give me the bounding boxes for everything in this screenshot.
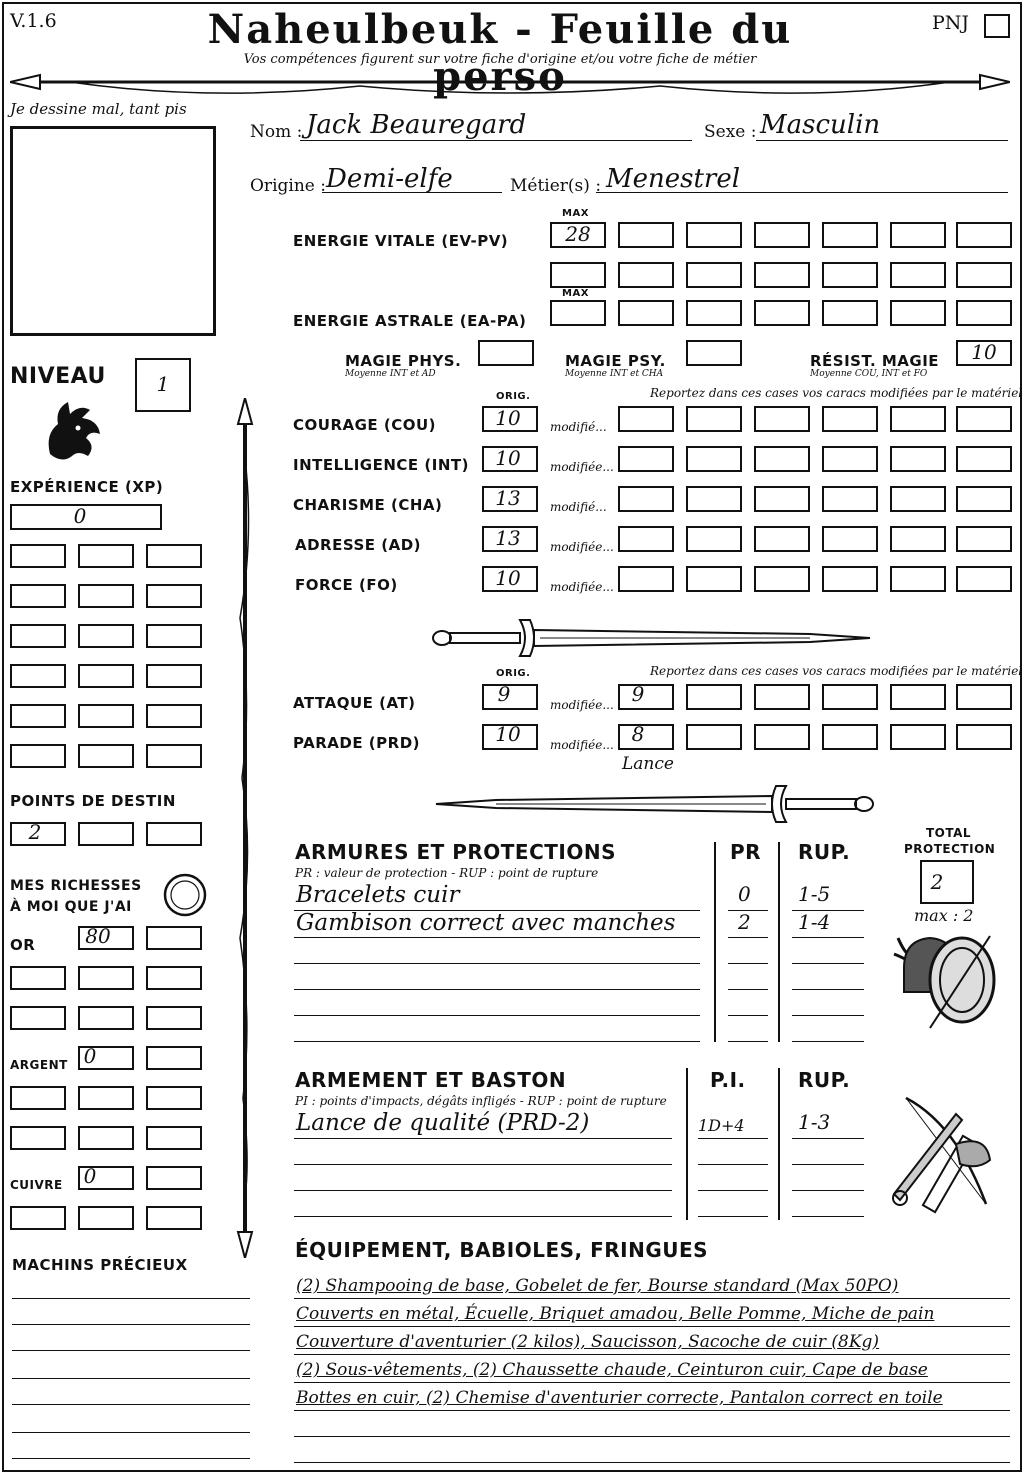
- force-mod-label: modifiée...: [550, 580, 614, 594]
- cuivre-box[interactable]: [10, 1206, 66, 1230]
- niveau-value: 1: [156, 372, 170, 396]
- xp-track-box[interactable]: [10, 664, 66, 688]
- sword-icon: [430, 778, 876, 828]
- carac-mod-box[interactable]: [956, 406, 1012, 432]
- sheet-subtitle: Vos compétences figurent sur votre fiche d'origine et/ou votre fiche de métier: [243, 52, 757, 67]
- argent-box[interactable]: [10, 1086, 66, 1110]
- argent-label: ARGENT: [10, 1058, 68, 1072]
- or-label: OR: [10, 936, 36, 954]
- equipment-title: ÉQUIPEMENT, BABIOLES, FRINGUES: [295, 1238, 709, 1262]
- force-label: FORCE (FO): [295, 576, 398, 594]
- orig-label: ORIG.: [496, 391, 531, 402]
- attaque-label: ATTAQUE (AT): [293, 694, 416, 712]
- argent-box[interactable]: [10, 1126, 66, 1150]
- sword-icon: [430, 612, 876, 662]
- carac-mod-box[interactable]: [956, 566, 1012, 592]
- caracs-report-note: Reportez dans ces cases vos caracs modifiées par le matériel: [650, 386, 1023, 400]
- weapon-item-pi[interactable]: 1D+4: [698, 1116, 745, 1135]
- crossed-weapons-icon: [886, 1094, 1008, 1218]
- carac-mod-box[interactable]: [890, 406, 946, 432]
- cuivre-box[interactable]: [146, 1166, 202, 1190]
- armor-item-rup[interactable]: 1-4: [798, 910, 831, 934]
- ev-box[interactable]: [618, 222, 674, 248]
- equipment-line[interactable]: (2) Shampooing de base, Gobelet de fer, Bourse standard (Max 50PO): [296, 1276, 899, 1296]
- or-value: 80: [85, 924, 111, 948]
- destin-box[interactable]: [146, 822, 202, 846]
- combat-mod-box[interactable]: [956, 724, 1012, 750]
- weapon-note: Lance: [622, 754, 674, 774]
- equipment-line[interactable]: Bottes en cuir, (2) Chemise d'aventurier correcte, Pantalon correct en toile: [296, 1388, 943, 1408]
- combat-orig-label: ORIG.: [496, 668, 531, 679]
- combat-mod-box[interactable]: [822, 724, 878, 750]
- total-protection-label-1: TOTAL: [926, 826, 972, 840]
- parade-mod: 8: [631, 722, 645, 746]
- xp-track-box[interactable]: [10, 744, 66, 768]
- magie-psy-label: MAGIE PSY.: [565, 352, 666, 370]
- charisme-orig: 13: [495, 486, 521, 510]
- xp-track-box[interactable]: [78, 584, 134, 608]
- ev-box[interactable]: [890, 222, 946, 248]
- combat-mod-box[interactable]: [822, 684, 878, 710]
- armor-item-rup[interactable]: 1-5: [798, 882, 831, 906]
- attaque-mod-label: modifiée...: [550, 698, 614, 712]
- weapon-item-rup[interactable]: 1-3: [798, 1110, 831, 1134]
- or-box[interactable]: [78, 1006, 134, 1030]
- xp-track-box[interactable]: [78, 744, 134, 768]
- combat-mod-box[interactable]: [956, 684, 1012, 710]
- armor-title: ARMURES ET PROTECTIONS: [295, 840, 616, 864]
- richesses-label-2: À MOI QUE J'AI: [10, 899, 132, 915]
- ev-max-label: MAX: [562, 208, 589, 219]
- magie-phys-box[interactable]: [478, 340, 534, 366]
- richesses-label-1: MES RICHESSES: [10, 878, 142, 894]
- destin-label: POINTS DE DESTIN: [10, 792, 176, 810]
- ev-box[interactable]: [754, 222, 810, 248]
- carac-mod-box[interactable]: [890, 446, 946, 472]
- helmet-shield-icon: [890, 928, 1000, 1032]
- xp-track-box[interactable]: [78, 624, 134, 648]
- carac-mod-box[interactable]: [956, 526, 1012, 552]
- carac-mod-box[interactable]: [686, 566, 742, 592]
- carac-mod-box[interactable]: [822, 486, 878, 512]
- equipment-line[interactable]: (2) Sous-vêtements, (2) Chaussette chaude, Ceinturon cuir, Cape de base: [296, 1360, 928, 1380]
- carac-mod-box[interactable]: [754, 486, 810, 512]
- attaque-orig: 9: [497, 682, 511, 706]
- weapons-pi-label: P.I.: [710, 1068, 746, 1092]
- ev-box[interactable]: [822, 262, 878, 288]
- ea-box[interactable]: [618, 300, 674, 326]
- ea-box[interactable]: [956, 300, 1012, 326]
- combat-mod-box[interactable]: [686, 724, 742, 750]
- xp-track-box[interactable]: [146, 624, 202, 648]
- metier-value[interactable]: Menestrel: [606, 164, 741, 194]
- cuivre-box[interactable]: [78, 1206, 134, 1230]
- ev-box[interactable]: [956, 222, 1012, 248]
- parade-mod-label: modifiée...: [550, 738, 614, 752]
- nom-label: Nom :: [250, 122, 303, 142]
- sexe-value[interactable]: Masculin: [760, 110, 881, 140]
- ea-max-box[interactable]: [550, 300, 606, 326]
- xp-track-box[interactable]: [10, 584, 66, 608]
- xp-track-box[interactable]: [10, 704, 66, 728]
- carac-mod-box[interactable]: [754, 526, 810, 552]
- ev-label: ENERGIE VITALE (EV-PV): [293, 232, 509, 250]
- xp-track-box[interactable]: [78, 544, 134, 568]
- argent-box[interactable]: [78, 1086, 134, 1110]
- combat-mod-box[interactable]: [754, 724, 810, 750]
- cuivre-box[interactable]: [146, 1206, 202, 1230]
- armor-item-name[interactable]: Bracelets cuir: [296, 882, 460, 908]
- magie-phys-label: MAGIE PHYS.: [345, 352, 462, 370]
- charisme-mod-label: modifié...: [550, 500, 607, 514]
- portrait-caption: Je dessine mal, tant pis: [10, 100, 187, 118]
- xp-track-box[interactable]: [10, 544, 66, 568]
- ea-box[interactable]: [754, 300, 810, 326]
- ev-box[interactable]: [550, 262, 606, 288]
- ea-box[interactable]: [822, 300, 878, 326]
- force-orig: 10: [495, 566, 521, 590]
- xp-track-box[interactable]: [146, 744, 202, 768]
- parade-label: PARADE (PRD): [293, 734, 421, 752]
- total-protection-max: max : 2: [914, 906, 974, 925]
- carac-mod-box[interactable]: [956, 486, 1012, 512]
- carac-mod-box[interactable]: [754, 566, 810, 592]
- argent-box[interactable]: [146, 1086, 202, 1110]
- ea-max-label: MAX: [562, 288, 589, 299]
- combat-mod-box[interactable]: [754, 684, 810, 710]
- xp-track-box[interactable]: [10, 624, 66, 648]
- carac-mod-box[interactable]: [890, 526, 946, 552]
- carac-mod-box[interactable]: [686, 406, 742, 432]
- combat-mod-box[interactable]: [890, 684, 946, 710]
- intelligence-orig: 10: [495, 446, 521, 470]
- courage-orig: 10: [495, 406, 521, 430]
- total-protection-value: 2: [930, 870, 944, 894]
- carac-mod-box[interactable]: [822, 566, 878, 592]
- metier-label: Métier(s) :: [510, 176, 602, 196]
- carac-mod-box[interactable]: [822, 446, 878, 472]
- resist-magie-note: Moyenne COU, INT et FO: [810, 369, 928, 379]
- origine-value[interactable]: Demi-elfe: [326, 164, 453, 194]
- weapons-title: ARMEMENT ET BASTON: [295, 1068, 567, 1092]
- carac-mod-box[interactable]: [822, 406, 878, 432]
- or-box[interactable]: [146, 1006, 202, 1030]
- ev-box[interactable]: [686, 222, 742, 248]
- adresse-label: ADRESSE (AD): [295, 536, 422, 554]
- or-box[interactable]: [10, 966, 66, 990]
- magie-phys-note: Moyenne INT et AD: [345, 369, 436, 379]
- carac-mod-box[interactable]: [618, 486, 674, 512]
- cuivre-value: 0: [83, 1164, 97, 1188]
- courage-mod-label: modifié...: [550, 420, 607, 434]
- sexe-label: Sexe :: [704, 122, 757, 142]
- ev-box[interactable]: [618, 262, 674, 288]
- magie-psy-note: Moyenne INT et CHA: [565, 369, 664, 379]
- weapons-note: PI : points d'impacts, dégâts infligés - RUP : point de rupture: [295, 1094, 667, 1108]
- or-box[interactable]: [78, 966, 134, 990]
- portrait-box[interactable]: [10, 126, 216, 336]
- carac-mod-box[interactable]: [686, 446, 742, 472]
- equipment-line[interactable]: Couverture d'aventurier (2 kilos), Saucisson, Sacoche de cuir (8Kg): [296, 1332, 880, 1352]
- ev-box[interactable]: [890, 262, 946, 288]
- armor-item-pr[interactable]: 0: [738, 882, 751, 906]
- spear-divider-icon: [10, 72, 1010, 98]
- ev-box[interactable]: [822, 222, 878, 248]
- argent-box[interactable]: [146, 1046, 202, 1070]
- spear-vertical-icon: [234, 398, 256, 1258]
- pnj-checkbox[interactable]: [984, 14, 1010, 38]
- adresse-mod-label: modifiée...: [550, 540, 614, 554]
- destin-value: 2: [28, 820, 42, 844]
- ev-box[interactable]: [754, 262, 810, 288]
- charisme-label: CHARISME (CHA): [293, 496, 443, 514]
- total-protection-label-2: PROTECTION: [904, 842, 996, 856]
- carac-mod-box[interactable]: [956, 446, 1012, 472]
- carac-mod-box[interactable]: [822, 526, 878, 552]
- coin-icon: [162, 872, 208, 918]
- xp-track-box[interactable]: [78, 664, 134, 688]
- ev-box[interactable]: [686, 262, 742, 288]
- xp-value: 0: [73, 504, 87, 528]
- combat-mod-box[interactable]: [890, 724, 946, 750]
- resist-magie-value: 10: [971, 340, 997, 364]
- carac-mod-box[interactable]: [890, 566, 946, 592]
- xp-track-box[interactable]: [146, 544, 202, 568]
- niveau-label: NIVEAU: [10, 364, 106, 389]
- ev-max-value: 28: [565, 222, 591, 246]
- xp-track-box[interactable]: [146, 584, 202, 608]
- intelligence-mod-label: modifiée...: [550, 460, 614, 474]
- carac-mod-box[interactable]: [618, 406, 674, 432]
- destin-box[interactable]: [78, 822, 134, 846]
- attaque-mod: 9: [631, 682, 645, 706]
- pnj-label: PNJ: [932, 12, 970, 34]
- ev-box[interactable]: [956, 262, 1012, 288]
- combat-mod-box[interactable]: [686, 684, 742, 710]
- armor-rup-label: RUP.: [798, 840, 851, 864]
- armor-item-pr[interactable]: 2: [738, 910, 751, 934]
- ea-box[interactable]: [890, 300, 946, 326]
- or-box[interactable]: [10, 1006, 66, 1030]
- carac-mod-box[interactable]: [754, 446, 810, 472]
- carac-mod-box[interactable]: [754, 406, 810, 432]
- armor-item-name[interactable]: Gambison correct avec manches: [296, 910, 676, 936]
- intelligence-label: INTELLIGENCE (INT): [293, 456, 469, 474]
- adresse-orig: 13: [495, 526, 521, 550]
- armor-note: PR : valeur de protection - RUP : point de rupture: [295, 866, 599, 880]
- combat-report-note: Reportez dans ces cases vos caracs modifiées par le matériel: [650, 664, 1023, 678]
- carac-mod-box[interactable]: [618, 566, 674, 592]
- ea-box[interactable]: [686, 300, 742, 326]
- carac-mod-box[interactable]: [618, 446, 674, 472]
- argent-box[interactable]: [146, 1126, 202, 1150]
- parade-orig: 10: [495, 722, 521, 746]
- weapons-rup-label: RUP.: [798, 1068, 851, 1092]
- dragon-icon: [40, 394, 106, 464]
- courage-label: COURAGE (COU): [293, 416, 437, 434]
- cuivre-label: CUIVRE: [10, 1178, 63, 1192]
- argent-value: 0: [83, 1044, 97, 1068]
- armor-pr-label: PR: [730, 840, 762, 864]
- weapon-item-name[interactable]: Lance de qualité (PRD-2): [296, 1110, 590, 1136]
- carac-mod-box[interactable]: [618, 526, 674, 552]
- nom-value[interactable]: Jack Beauregard: [306, 110, 527, 140]
- xp-track-box[interactable]: [146, 664, 202, 688]
- equipment-line[interactable]: Couverts en métal, Écuelle, Briquet amadou, Belle Pomme, Miche de pain: [296, 1304, 935, 1324]
- xp-track-box[interactable]: [146, 704, 202, 728]
- resist-magie-label: RÉSIST. MAGIE: [810, 352, 940, 370]
- or-box[interactable]: [146, 966, 202, 990]
- or-box[interactable]: [146, 926, 202, 950]
- machins-label: MACHINS PRÉCIEUX: [12, 1256, 188, 1274]
- carac-mod-box[interactable]: [686, 526, 742, 552]
- ea-label: ENERGIE ASTRALE (EA-PA): [293, 312, 527, 330]
- carac-mod-box[interactable]: [890, 486, 946, 512]
- argent-box[interactable]: [78, 1126, 134, 1150]
- magie-psy-box[interactable]: [686, 340, 742, 366]
- version-label: V.1.6: [10, 10, 57, 32]
- carac-mod-box[interactable]: [686, 486, 742, 512]
- sheet-title: Naheulbeuk - Feuille du perso: [207, 6, 793, 100]
- xp-track-box[interactable]: [78, 704, 134, 728]
- origine-label: Origine :: [250, 176, 326, 196]
- xp-label: EXPÉRIENCE (XP): [10, 478, 164, 496]
